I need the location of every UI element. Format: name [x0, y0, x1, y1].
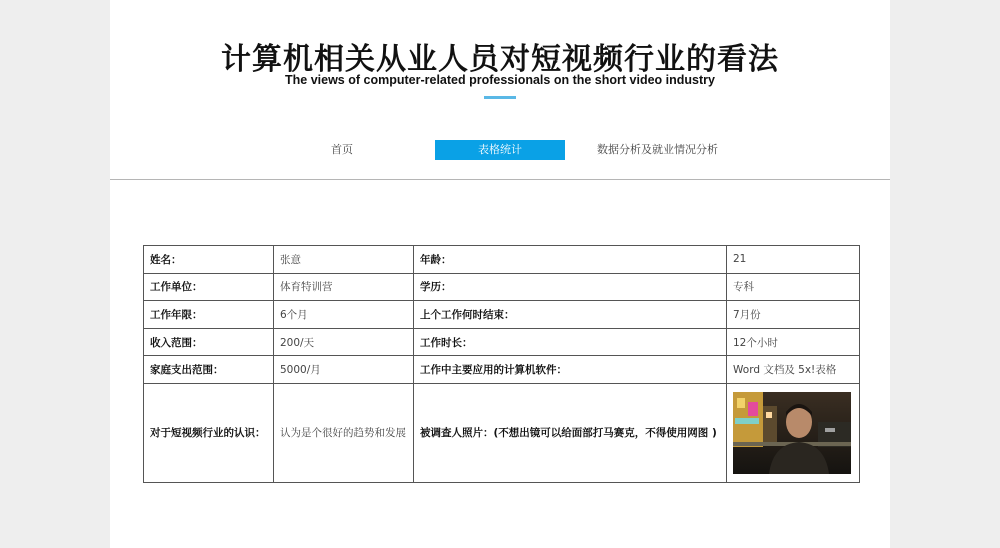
- person-photo: [733, 392, 851, 474]
- nav-item-data-analysis[interactable]: 数据分析及就业情况分析: [597, 143, 718, 156]
- table-row: [144, 246, 860, 274]
- software-value: Word 文档及 5x!表格: [727, 356, 860, 384]
- name-label: 姓名：: [144, 246, 274, 274]
- software-label: 工作中主要应用的计算机软件：: [414, 356, 727, 384]
- page-title: 计算机相关从业人员对短视频行业的看法: [221, 42, 779, 77]
- nav-item-table-stats[interactable]: 表格统计: [435, 140, 565, 160]
- age-value: 21: [727, 246, 860, 274]
- table-row: [144, 383, 860, 482]
- income-label: 收入范围：: [144, 328, 274, 356]
- opinion-label: 对于短视频行业的认识：: [144, 383, 274, 482]
- work-years-value: 6个月: [274, 301, 414, 329]
- opinion-value: 认为是个很好的趋势和发展: [274, 383, 414, 482]
- survey-info-table: [143, 245, 860, 483]
- work-hours-value: 12个小时: [727, 328, 860, 356]
- family-expense-label: 家庭支出范围：: [144, 356, 274, 384]
- table-row: [144, 356, 860, 384]
- work-years-label: 工作年限：: [144, 301, 274, 329]
- page-subtitle: The views of computer-related professionals on the short video industry: [285, 73, 715, 87]
- table-row: [144, 301, 860, 329]
- age-label: 年龄：: [414, 246, 727, 274]
- nav-divider: [110, 179, 890, 180]
- page-container: [110, 0, 890, 548]
- photo-cell: [727, 383, 860, 482]
- family-expense-value: 5000/月: [274, 356, 414, 384]
- name-value: 张意: [274, 246, 414, 274]
- table-row: [144, 273, 860, 301]
- title-accent-bar: [484, 96, 516, 99]
- employer-value: 体育特训营: [274, 273, 414, 301]
- education-label: 学历：: [414, 273, 727, 301]
- table-row: [144, 328, 860, 356]
- last-job-end-value: 7月份: [727, 301, 860, 329]
- work-hours-label: 工作时长：: [414, 328, 727, 356]
- nav-item-home[interactable]: 首页: [331, 143, 353, 156]
- photo-label: 被调查人照片：(不想出镜可以给面部打马赛克，不得使用网图 ): [414, 383, 727, 482]
- employer-label: 工作单位：: [144, 273, 274, 301]
- income-value: 200/天: [274, 328, 414, 356]
- education-value: 专科: [727, 273, 860, 301]
- last-job-end-label: 上个工作何时结束：: [414, 301, 727, 329]
